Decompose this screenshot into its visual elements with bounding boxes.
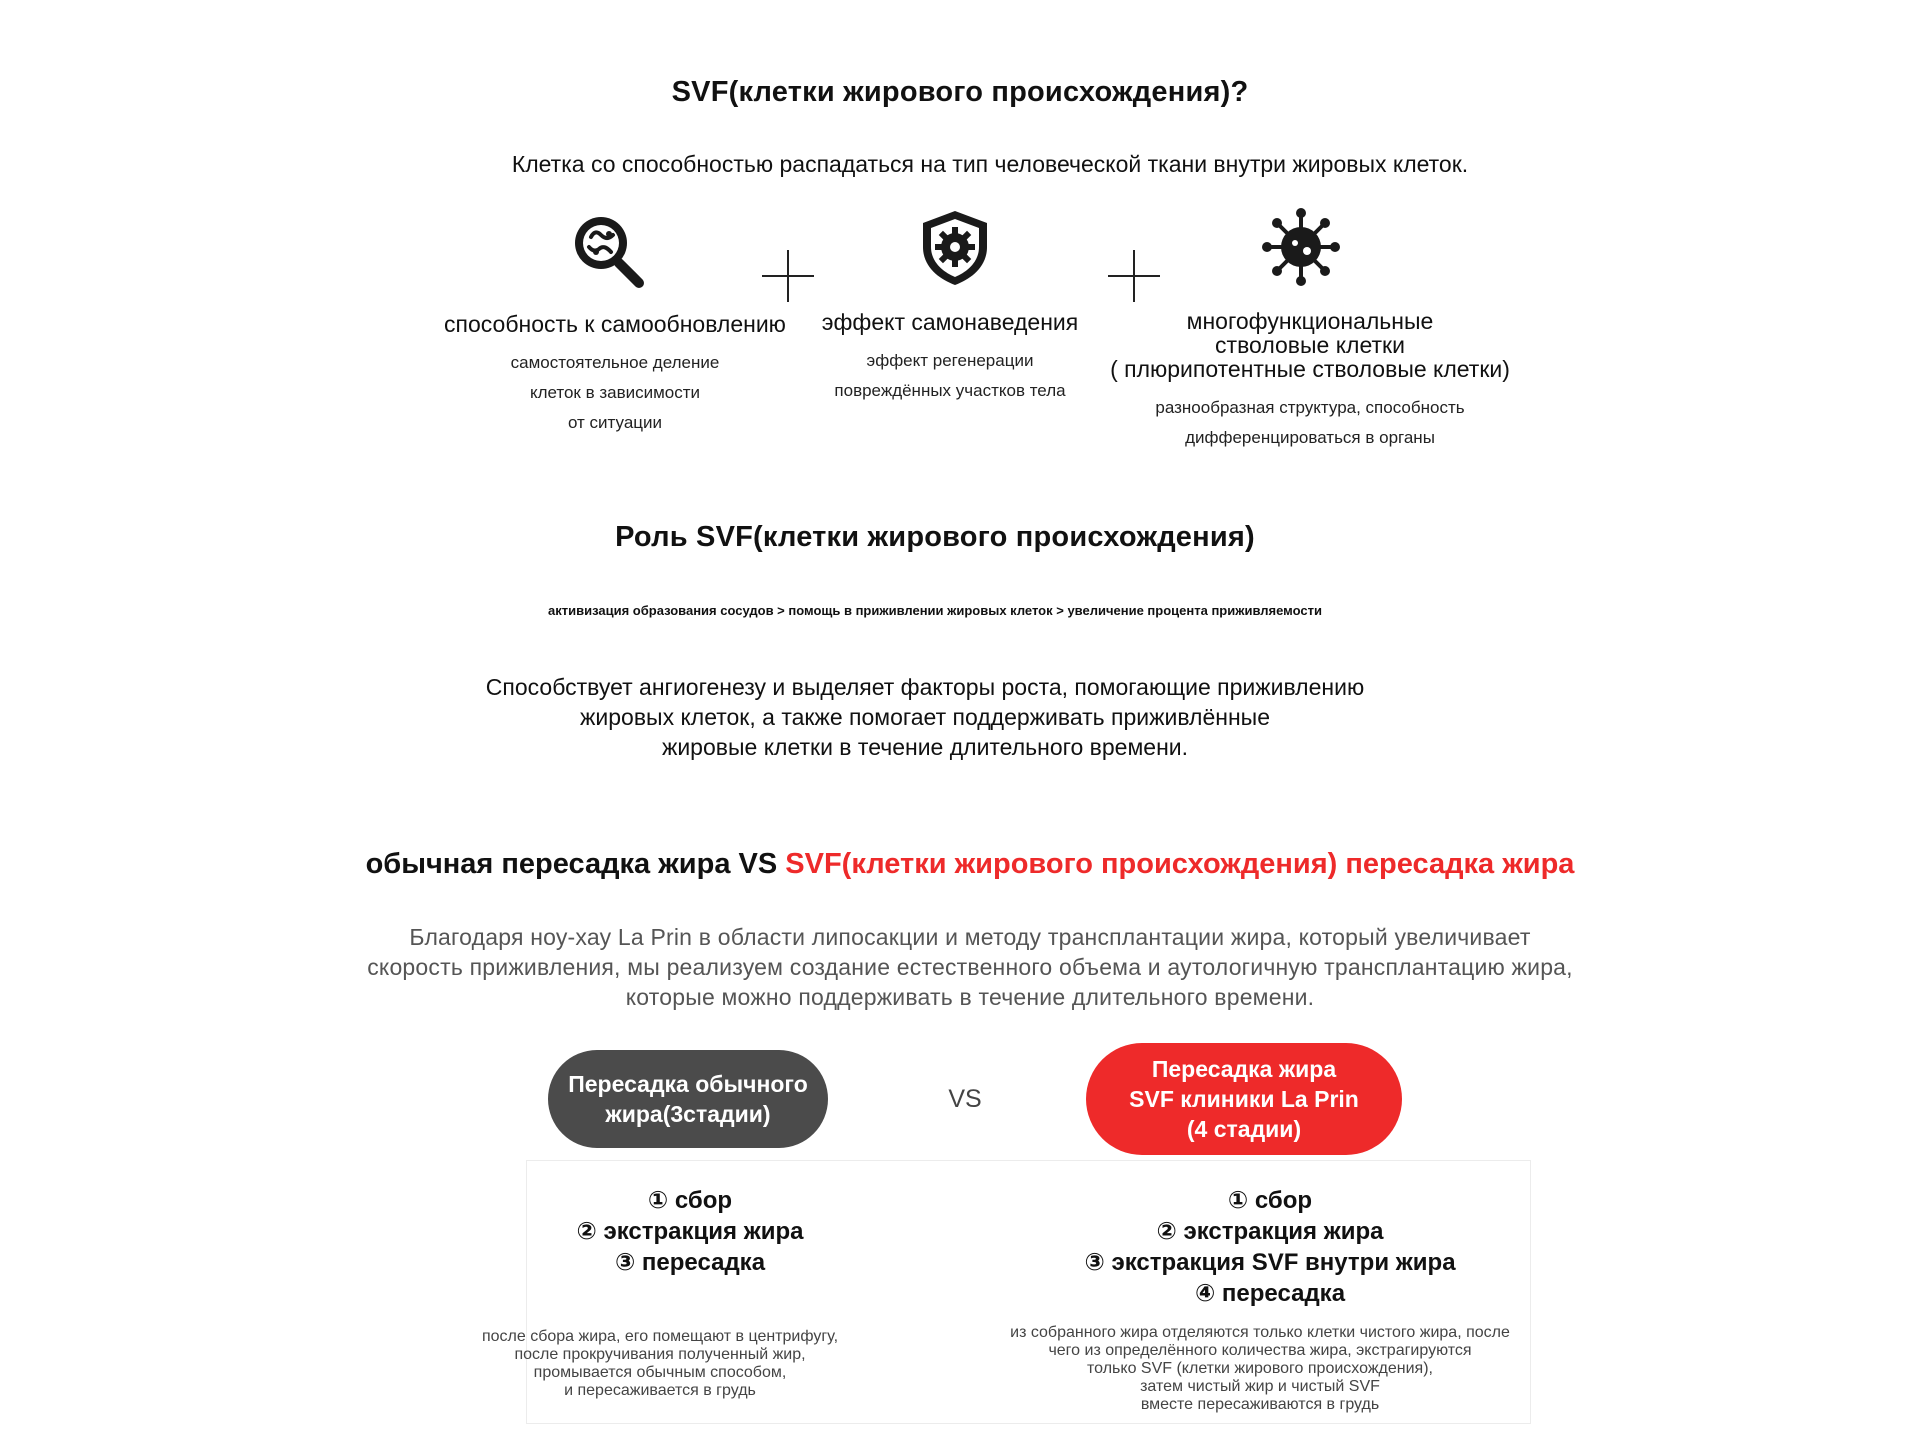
badge-line: Пересадка обычного (568, 1071, 808, 1097)
badge-line: SVF клиники La Prin (1129, 1086, 1359, 1112)
note-line: затем чистый жир и чистый SVF (1140, 1378, 1380, 1395)
ordinary-method-badge (548, 1050, 828, 1148)
step-item: ① сбор (1227, 1187, 1313, 1214)
svf-steps (1030, 1185, 1510, 1309)
note-line: из собранного жира отделяются только клетки чистого жира, после (1010, 1324, 1510, 1341)
step-item: ④ пересадка (1194, 1280, 1346, 1307)
feature-desc-line: повреждённых участков тела (834, 381, 1066, 400)
step-item: ③ экстракция SVF внутри жира (1084, 1249, 1456, 1276)
feature-desc (800, 346, 1100, 406)
feature-title: эффект самонаведения (821, 309, 1079, 335)
compare-title (0, 848, 1920, 881)
feature-title-line: многофункциональные (1186, 308, 1434, 334)
role-chain: активизация образования сосудов > помощь в приживлении жировых клеток > увеличение процента приживляемости (548, 603, 1322, 618)
compare-paragraph (0, 922, 1920, 1012)
shield-gear-icon (915, 207, 995, 287)
feature-desc-line: разнообразная структура, способность (1155, 398, 1465, 417)
note-line: только SVF (клетки жирового происхождения), (1087, 1360, 1433, 1377)
feature-title: способность к самообновлению (444, 311, 786, 337)
paragraph-line: жировые клетки в течение длительного времени. (661, 734, 1189, 760)
feature-desc-line: клеток в зависимости (529, 383, 701, 402)
note-line: после прокручивания полученный жир, (514, 1346, 806, 1363)
compare-title-black: обычная пересадка жира VS (365, 848, 786, 880)
ordinary-steps (510, 1185, 870, 1278)
svf-note (950, 1324, 1570, 1414)
badge-line: (4 стадии) (1186, 1116, 1302, 1142)
feature-1 (410, 312, 820, 438)
feature-title (1080, 309, 1540, 381)
feature-desc-line: от ситуации (567, 413, 663, 432)
note-line: промывается обычным способом, (533, 1364, 787, 1381)
paragraph-line: Благодаря ноу-хау La Prin в области липосакции и методу трансплантации жира, который увеличивает (409, 924, 1531, 950)
role-paragraph (0, 672, 1850, 762)
svf-title: SVF(клетки жирового происхождения)? (671, 76, 1249, 108)
plus-icon (1108, 250, 1160, 302)
feature-title-line: ( плюрипотентные стволовые клетки) (1110, 356, 1510, 382)
feature-desc-line: дифференцироваться в органы (1185, 428, 1435, 447)
badge-line: жира(3стадии) (605, 1101, 771, 1127)
feature-desc-line: самостоятельное деление (510, 353, 720, 372)
paragraph-line: которые можно поддерживать в течение длительного времени. (625, 984, 1315, 1010)
role-title: Роль SVF(клетки жирового происхождения) (615, 521, 1255, 553)
virus-icon (1261, 207, 1341, 287)
paragraph-line: Способствует ангиогенезу и выделяет факторы роста, помогающие приживлению (485, 674, 1365, 700)
feature-desc (410, 348, 820, 438)
vs-label: VS (948, 1085, 982, 1113)
plus-icon (762, 250, 814, 302)
paragraph-line: жировых клеток, а также помогает поддерживать приживлённые (580, 704, 1270, 730)
note-line: после сбора жира, его помещают в центрифугу, (481, 1328, 839, 1345)
svf-lead: Клетка со способностью распадаться на тип человеческой ткани внутри жировых клеток. (511, 151, 1469, 177)
paragraph-line: скорость приживления, мы реализуем создание естественного объема и аутологичную трансплантацию жира, (367, 954, 1573, 980)
step-item: ③ пересадка (614, 1249, 766, 1276)
svf-method-badge (1086, 1043, 1402, 1155)
note-line: чего из определённого количества жира, экстрагируются (1048, 1342, 1472, 1359)
step-item: ② экстракция жира (1156, 1218, 1384, 1245)
feature-3 (1080, 309, 1540, 453)
feature-title-line: стволовые клетки (1215, 332, 1405, 358)
feature-desc-line: эффект регенерации (866, 351, 1034, 370)
feature-desc (1080, 393, 1540, 453)
badge-line: Пересадка жира (1151, 1056, 1337, 1082)
ordinary-note (440, 1328, 880, 1400)
note-line: и пересаживается в грудь (564, 1382, 756, 1399)
compare-title-red: SVF(клетки жирового происхождения) пересадка жира (785, 848, 1575, 880)
note-line: вместе пересаживаются в грудь (1140, 1396, 1380, 1413)
step-item: ② экстракция жира (576, 1218, 804, 1245)
step-item: ① сбор (647, 1187, 733, 1214)
feature-2 (800, 310, 1100, 406)
magnifier-cells-icon (569, 211, 649, 291)
